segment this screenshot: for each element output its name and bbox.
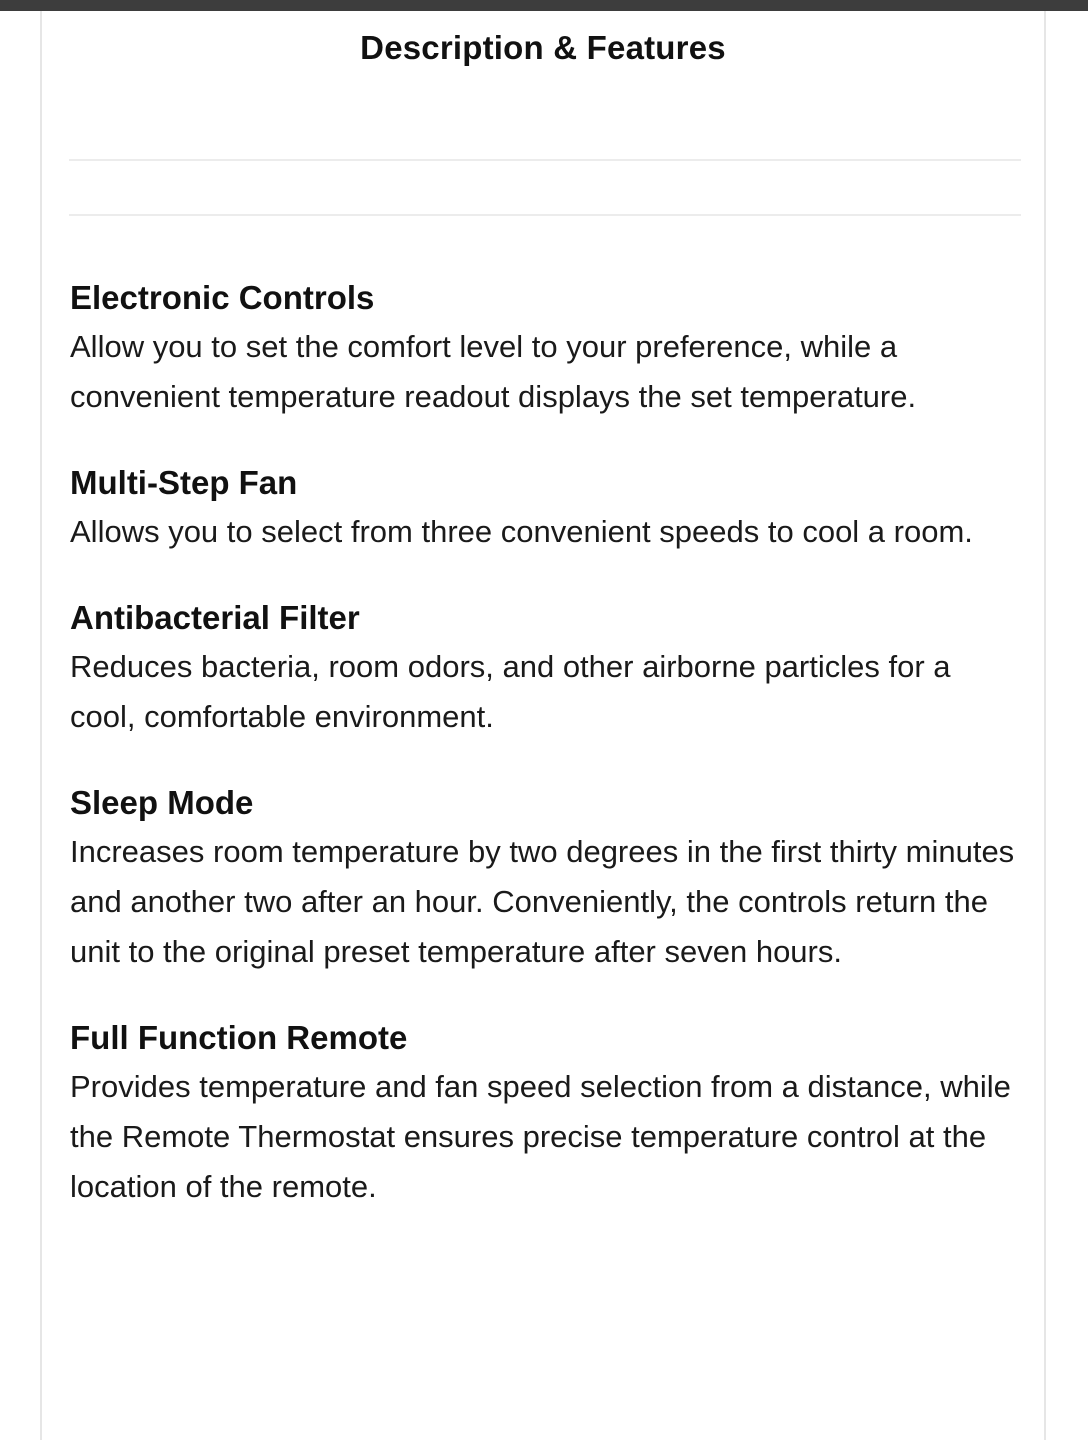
divider <box>69 159 1021 161</box>
feature-antibacterial-filter <box>70 598 1015 742</box>
feature-full-function-remote <box>70 1018 1015 1212</box>
divider <box>69 214 1021 216</box>
feature-title: Full Function Remote <box>70 1019 408 1056</box>
feature-description: Allow you to set the comfort level to your preference, while a convenient temperature readout displays the set temperature. <box>70 329 917 414</box>
feature-title: Antibacterial Filter <box>70 599 360 636</box>
page-title: Description & Features <box>360 29 726 66</box>
feature-sleep-mode <box>70 783 1015 977</box>
feature-description: Provides temperature and fan speed selection from a distance, while the Remote Thermostat ensures precise temperature control at the location of the remote. <box>70 1069 1011 1204</box>
feature-description: Reduces bacteria, room odors, and other airborne particles for a cool, comfortable environment. <box>70 649 951 734</box>
feature-title: Sleep Mode <box>70 784 254 821</box>
feature-title: Electronic Controls <box>70 279 375 316</box>
features-list <box>70 278 1015 1253</box>
feature-electronic-controls <box>70 278 1015 422</box>
feature-description: Increases room temperature by two degrees in the first thirty minutes and another two after an hour. Conveniently, the controls return the unit to the original preset temperature after seven hours. <box>70 834 1015 969</box>
description-panel <box>40 11 1046 1440</box>
top-status-bar <box>0 0 1088 11</box>
feature-title: Multi-Step Fan <box>70 464 298 501</box>
feature-multi-step-fan <box>70 463 1015 557</box>
feature-description: Allows you to select from three convenient speeds to cool a room. <box>70 514 973 549</box>
